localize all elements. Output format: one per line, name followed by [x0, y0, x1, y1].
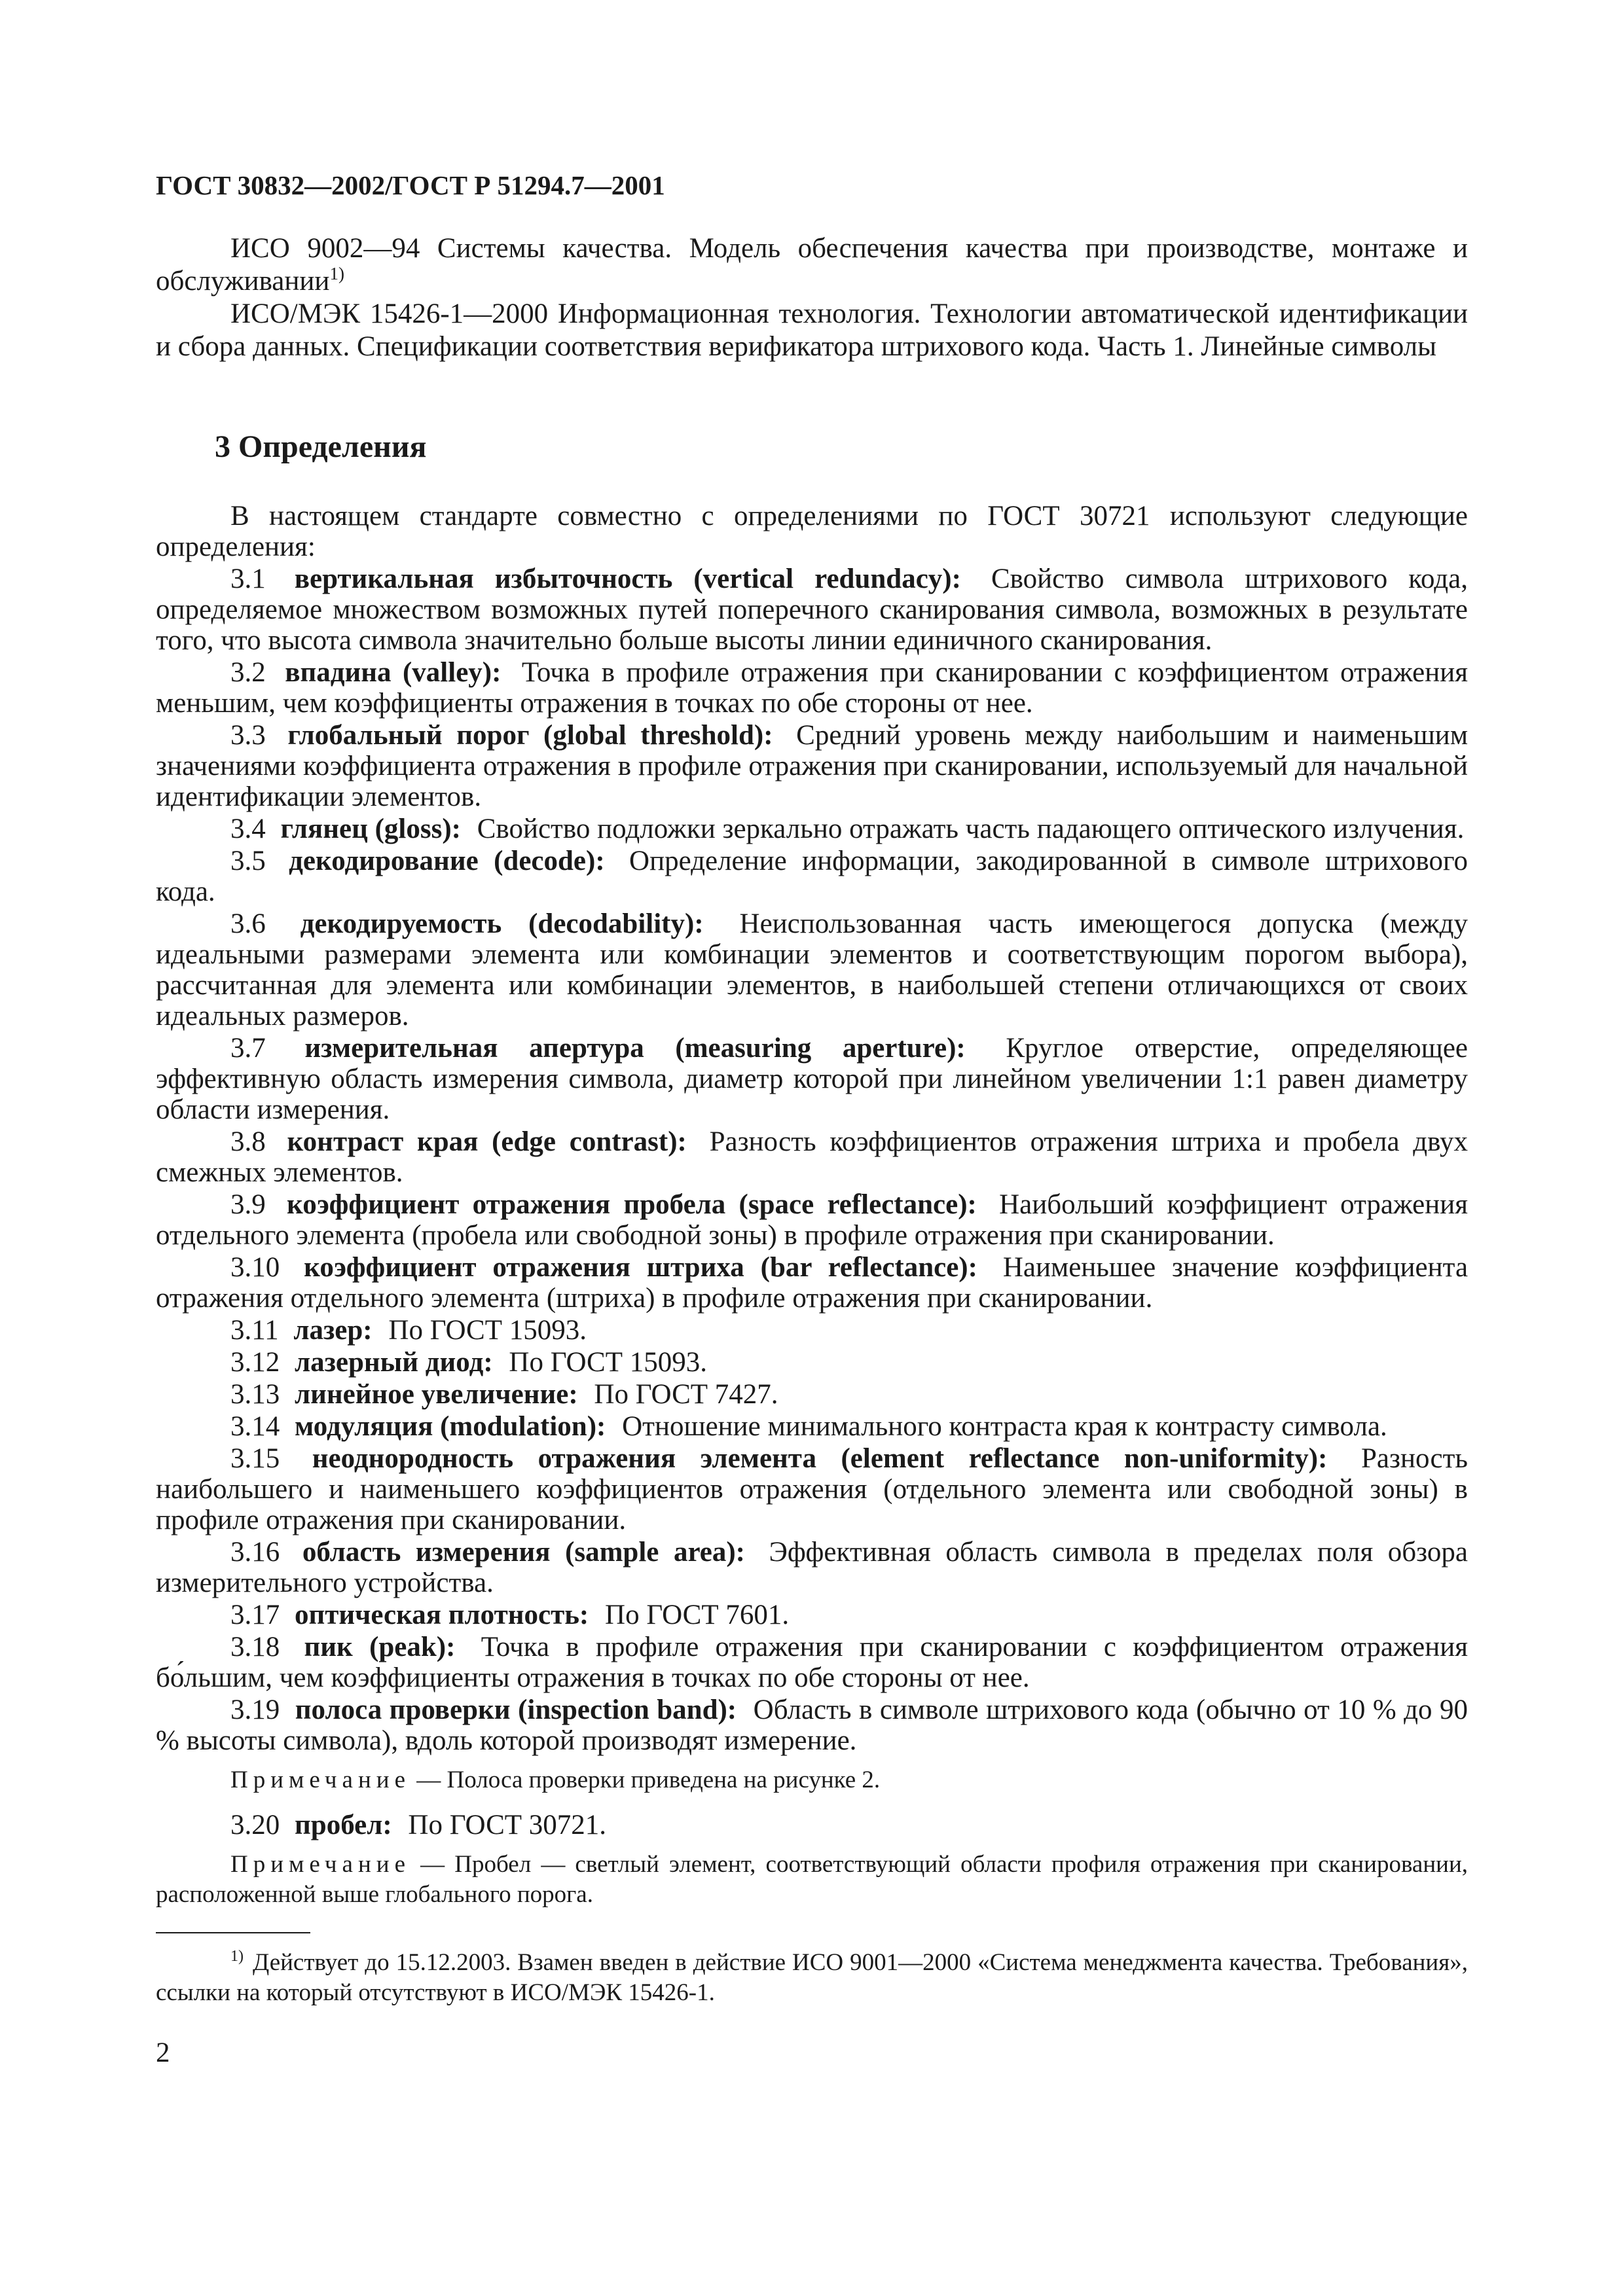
- definition-item: [156, 1033, 1468, 1125]
- section-intro: В настоящем стандарте совместно с определениями по ГОСТ 30721 используют следующие определения:: [156, 501, 1468, 562]
- definition-number: 3.17: [230, 1600, 280, 1630]
- definition-term: пик (peak):: [304, 1632, 456, 1662]
- definition-text: По ГОСТ 30721.: [408, 1810, 607, 1840]
- reference-entry: [156, 298, 1468, 363]
- definition-text: Свойство символа штрихового кода, определяемое множеством возможных путей поперечного сканирования символа, возможных в результате того, что высота символа значительно больше высоты линии единичного сканирования.: [156, 564, 1468, 656]
- note-text: — Пробел — светлый элемент, соответствующий области профиля отражения при сканировании, расположенной выше глобального порога.: [156, 1851, 1468, 1908]
- definition-text: Наибольший коэффициент отражения отдельного элемента (пробела или свободной зоны) в профиле отражения при сканировании.: [156, 1189, 1468, 1251]
- note: [156, 1765, 1468, 1795]
- footnote-mark: 1): [230, 1948, 244, 1965]
- definition-item: [156, 814, 1468, 844]
- definition-term: контраст края (edge contrast):: [287, 1126, 687, 1157]
- definition-item: [156, 1347, 1468, 1378]
- definition-item: [156, 1379, 1468, 1410]
- definition-item: [156, 1810, 1468, 1840]
- definition-number: 3.19: [230, 1695, 280, 1725]
- definition-item: [156, 1189, 1468, 1251]
- definition-item: [156, 720, 1468, 812]
- definition-number: 3.4: [230, 814, 266, 844]
- definition-item: [156, 1600, 1468, 1630]
- running-header: ГОСТ 30832—2002/ГОСТ Р 51294.7—2001: [156, 170, 665, 200]
- definition-term: глобальный порог (global threshold):: [287, 720, 773, 751]
- definition-number: 3.8: [230, 1126, 266, 1157]
- definition-number: 3.13: [230, 1379, 280, 1410]
- definition-text: Точка в профиле отражения при сканировании с коэффициентом отражения бо́льшим, чем коэффициенты отражения в точках по обе стороны от нее.: [156, 1632, 1468, 1693]
- definition-text: Отношение минимального контраста края к контрасту символа.: [622, 1411, 1387, 1442]
- definition-term: коэффициент отражения пробела (space reflectance):: [287, 1189, 977, 1220]
- definition-term: линейное увеличение:: [295, 1379, 578, 1410]
- definition-text: По ГОСТ 15093.: [509, 1347, 708, 1378]
- definition-item: [156, 1315, 1468, 1346]
- definition-text: По ГОСТ 7427.: [594, 1379, 778, 1410]
- definition-term: декодируемость (decodability):: [300, 908, 704, 939]
- definition-text: Точка в профиле отражения при сканировании с коэффициентом отражения меньшим, чем коэффициенты отражения в точках по обе стороны от нее.: [156, 657, 1468, 719]
- definition-term: оптическая плотность:: [295, 1600, 589, 1630]
- definition-text: Разность коэффициентов отражения штриха и пробела двух смежных элементов.: [156, 1126, 1468, 1188]
- definition-number: 3.16: [230, 1537, 280, 1568]
- page-number: 2: [156, 2037, 170, 2068]
- reference-text: ИСО 9002—94 Системы качества. Модель обеспечения качества при производстве, монтаже и обслуживании: [156, 233, 1468, 296]
- definition-number: 3.5: [230, 846, 266, 876]
- definition-number: 3.1: [230, 564, 266, 594]
- note-label: Примечание: [230, 1767, 410, 1793]
- reference-text: ИСО/МЭК 15426-1—2000 Информационная технология. Технологии автоматической идентификации и сбора данных. Спецификации соответствия верификатора штрихового кода. Часть 1. Линейные символы: [156, 298, 1468, 362]
- definition-number: 3.18: [230, 1632, 280, 1662]
- definition-item: [156, 908, 1468, 1031]
- reference-entry: [156, 232, 1468, 298]
- definition-item: [156, 657, 1468, 719]
- definition-term: модуляция (modulation):: [295, 1411, 606, 1442]
- definition-term: впадина (valley):: [285, 657, 501, 688]
- definition-text: Область в символе штрихового кода (обычно от 10 % до 90 % высоты символа), вдоль которой производят измерение.: [156, 1695, 1468, 1756]
- definition-number: 3.11: [230, 1315, 279, 1346]
- definition-term: неоднородность отражения элемента (element reflectance non-uniformity):: [312, 1443, 1328, 1474]
- definition-item: [156, 564, 1468, 656]
- definition-text: Определение информации, закодированной в символе штрихового кода.: [156, 846, 1468, 907]
- definition-text: По ГОСТ 7601.: [605, 1600, 790, 1630]
- definition-number: 3.7: [230, 1033, 266, 1064]
- definition-term: декодирование (decode):: [289, 846, 605, 876]
- definition-number: 3.3: [230, 720, 266, 751]
- definition-item: [156, 1443, 1468, 1535]
- note-text: — Полоса проверки приведена на рисунке 2.: [416, 1767, 881, 1793]
- definitions-list: [156, 564, 1468, 1756]
- definition-item: [156, 1695, 1468, 1756]
- definition-number: 3.20: [230, 1810, 280, 1840]
- footnote-text: Действует до 15.12.2003. Взамен введен в действие ИСО 9001—2000 «Система менеджмента качества. Требования», ссылки на который отсутствуют в ИСО/МЭК 15426-1.: [156, 1949, 1468, 2006]
- definition-term: глянец (gloss):: [280, 814, 461, 844]
- definition-text: Средний уровень между наибольшим и наименьшим значениями коэффициента отражения в профиле отражения при сканировании, используемый для начальной идентификации элементов.: [156, 720, 1468, 812]
- definition-term: область измерения (sample area):: [302, 1537, 745, 1568]
- definition-term: полоса проверки (inspection band):: [295, 1695, 737, 1725]
- definition-term: пробел:: [295, 1810, 392, 1840]
- definition-number: 3.2: [230, 657, 266, 688]
- note: [156, 1850, 1468, 1910]
- definition-text: Неиспользованная часть имеющегося допуска (между идеальными размерами элемента или комбинации элементов и соответствующим порогом выбора), рассчитанная для элемента или комбинации элементов, в наибольшей степени отличающихся от своих идеальных размеров.: [156, 908, 1468, 1031]
- definition-text: По ГОСТ 15093.: [388, 1315, 587, 1346]
- definition-term: вертикальная избыточность (vertical redundacy):: [294, 564, 961, 594]
- note-label: Примечание: [230, 1851, 410, 1878]
- definition-text: Свойство подложки зеркально отражать часть падающего оптического излучения.: [477, 814, 1465, 844]
- definition-text: Эффективная область символа в пределах поля обзора измерительного устройства.: [156, 1537, 1468, 1598]
- definition-item: [156, 846, 1468, 907]
- definition-number: 3.15: [230, 1443, 280, 1474]
- definition-number: 3.6: [230, 908, 266, 939]
- definition-item: [156, 1537, 1468, 1598]
- document-page: [156, 167, 1468, 2070]
- definition-term: измерительная апертура (measuring aperture):: [304, 1033, 966, 1064]
- definition-item: [156, 1252, 1468, 1314]
- section-title: 3 Определения: [215, 429, 427, 464]
- definition-term: лазер:: [293, 1315, 373, 1346]
- definition-text: Наименьшее значение коэффициента отражения отдельного элемента (штриха) в профиле отражения при сканировании.: [156, 1252, 1468, 1314]
- definition-number: 3.12: [230, 1347, 280, 1378]
- definition-item: [156, 1632, 1468, 1693]
- definition-item: [156, 1411, 1468, 1442]
- definition-number: 3.9: [230, 1189, 266, 1220]
- definition-item: [156, 1126, 1468, 1188]
- definition-term: коэффициент отражения штриха (bar reflectance):: [304, 1252, 977, 1283]
- definition-number: 3.10: [230, 1252, 280, 1283]
- definition-text: Круглое отверстие, определяющее эффективную область измерения символа, диаметр которой при линейном увеличении 1:1 равен диаметру области измерения.: [156, 1033, 1468, 1125]
- definition-text: Разность наибольшего и наименьшего коэффициентов отражения (отдельного элемента или свободной зоны) в профиле отражения при сканировании.: [156, 1443, 1468, 1535]
- footnote: [156, 1948, 1468, 2008]
- footnote-separator: [156, 1932, 310, 1933]
- footnote-reference[interactable]: 1): [329, 264, 344, 283]
- definition-term: лазерный диод:: [295, 1347, 493, 1378]
- definition-number: 3.14: [230, 1411, 280, 1442]
